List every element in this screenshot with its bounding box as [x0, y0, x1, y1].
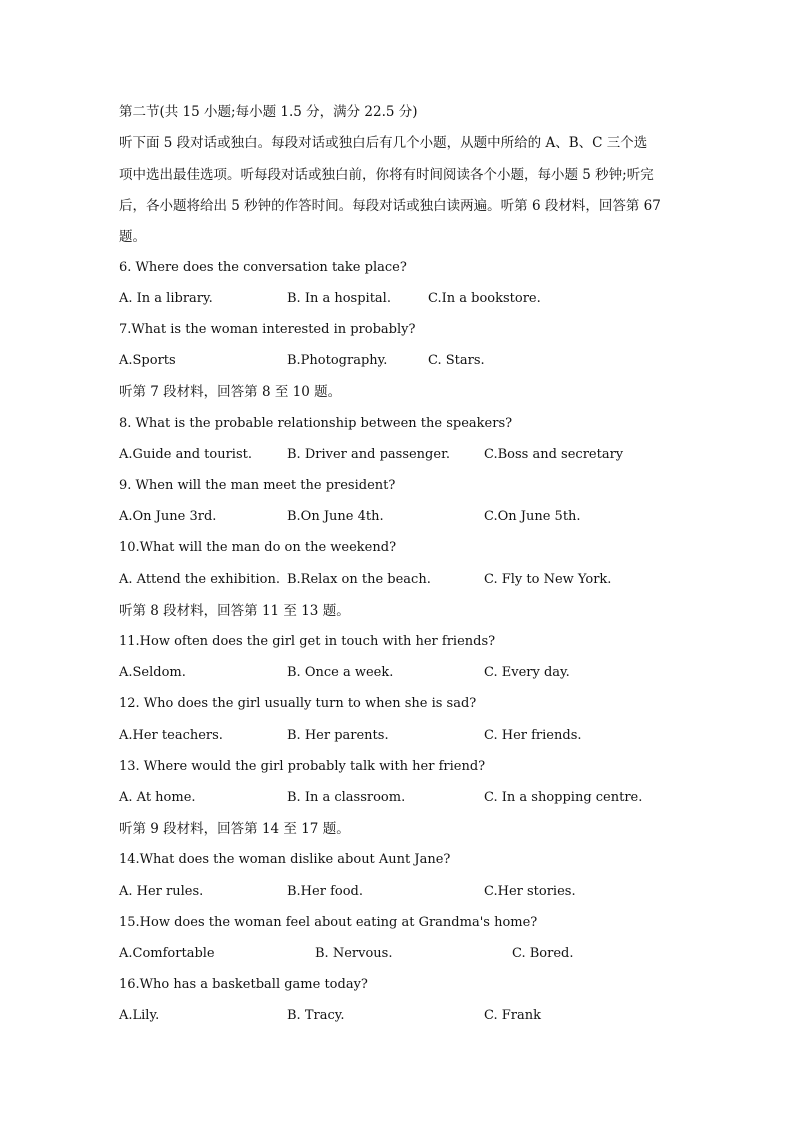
material-9-note: 听第 9 段材料，回答第 14 至 17 题。 [119, 821, 350, 837]
q13-option-b: B. In a classroom. [287, 790, 406, 805]
q7-option-c: C. Stars. [428, 353, 485, 368]
q7-option-b: B.Photography. [287, 353, 388, 368]
question-11: 11.How often does the girl get in touch with her friends? [119, 634, 496, 649]
instructions-line-1: 听下面 5 段对话或独白。每段对话或独白后有几个小题，从题中所给的 A、B、C 三个选 [119, 135, 648, 151]
q14-option-c: C.Her stories. [484, 884, 576, 899]
q13-option-a: A. At home. [119, 790, 196, 805]
q16-option-b: B. Tracy. [287, 1008, 345, 1023]
q10-option-b: B.Relax on the beach. [287, 572, 431, 587]
instructions-line-3: 后，各小题将给出 5 秒钟的作答时间。每段对话或独白读两遍。听第 6 段材料，回答第 67 [119, 198, 661, 214]
question-15: 15.How does the woman feel about eating at Grandma's home? [119, 915, 538, 930]
question-7: 7.What is the woman interested in probably? [119, 322, 416, 337]
q6-option-c: C.In a bookstore. [428, 291, 541, 306]
q11-option-c: C. Every day. [484, 665, 570, 680]
question-9: 9. When will the man meet the president? [119, 478, 396, 493]
q10-option-a: A. Attend the exhibition. [119, 572, 280, 587]
material-8-note: 听第 8 段材料，回答第 11 至 13 题。 [119, 603, 350, 619]
q15-option-c: C. Bored. [512, 946, 574, 961]
q16-option-a: A.Lily. [119, 1008, 160, 1023]
question-12: 12. Who does the girl usually turn to when she is sad? [119, 696, 477, 711]
question-13: 13. Where would the girl probably talk with her friend? [119, 759, 486, 774]
q9-option-a: A.On June 3rd. [119, 509, 217, 524]
section-heading: 第二节(共 15 小题;每小题 1.5 分，满分 22.5 分) [119, 104, 418, 120]
q8-option-b: B. Driver and passenger. [287, 447, 450, 462]
q13-option-c: C. In a shopping centre. [484, 790, 643, 805]
q6-option-a: A. In a library. [119, 291, 213, 306]
instructions-line-2: 项中选出最佳选项。听每段对话或独白前，你将有时间阅读各个小题，每小题 5 秒钟;听完 [119, 167, 654, 183]
q10-option-c: C. Fly to New York. [484, 572, 612, 587]
q8-option-c: C.Boss and secretary [484, 447, 624, 462]
q15-option-b: B. Nervous. [315, 946, 393, 961]
q12-option-c: C. Her friends. [484, 728, 582, 743]
q9-option-b: B.On June 4th. [287, 509, 384, 524]
question-14: 14.What does the woman dislike about Aunt Jane? [119, 852, 451, 867]
instructions-line-4: 题。 [119, 229, 146, 245]
question-10: 10.What will the man do on the weekend? [119, 540, 397, 555]
question-16: 16.Who has a basketball game today? [119, 977, 368, 992]
q15-option-a: A.Comfortable [119, 946, 215, 961]
material-7-note: 听第 7 段材料，回答第 8 至 10 题。 [119, 384, 342, 400]
q7-option-a: A.Sports [119, 353, 176, 368]
q14-option-a: A. Her rules. [119, 884, 204, 899]
q8-option-a: A.Guide and tourist. [119, 447, 252, 462]
question-8: 8. What is the probable relationship between the speakers? [119, 416, 513, 431]
q9-option-c: C.On June 5th. [484, 509, 581, 524]
q12-option-b: B. Her parents. [287, 728, 389, 743]
q16-option-c: C. Frank [484, 1008, 541, 1023]
q11-option-b: B. Once a week. [287, 665, 394, 680]
q14-option-b: B.Her food. [287, 884, 363, 899]
question-6: 6. Where does the conversation take place? [119, 260, 407, 275]
q6-option-b: B. In a hospital. [287, 291, 391, 306]
q11-option-a: A.Seldom. [119, 665, 186, 680]
q12-option-a: A.Her teachers. [119, 728, 223, 743]
